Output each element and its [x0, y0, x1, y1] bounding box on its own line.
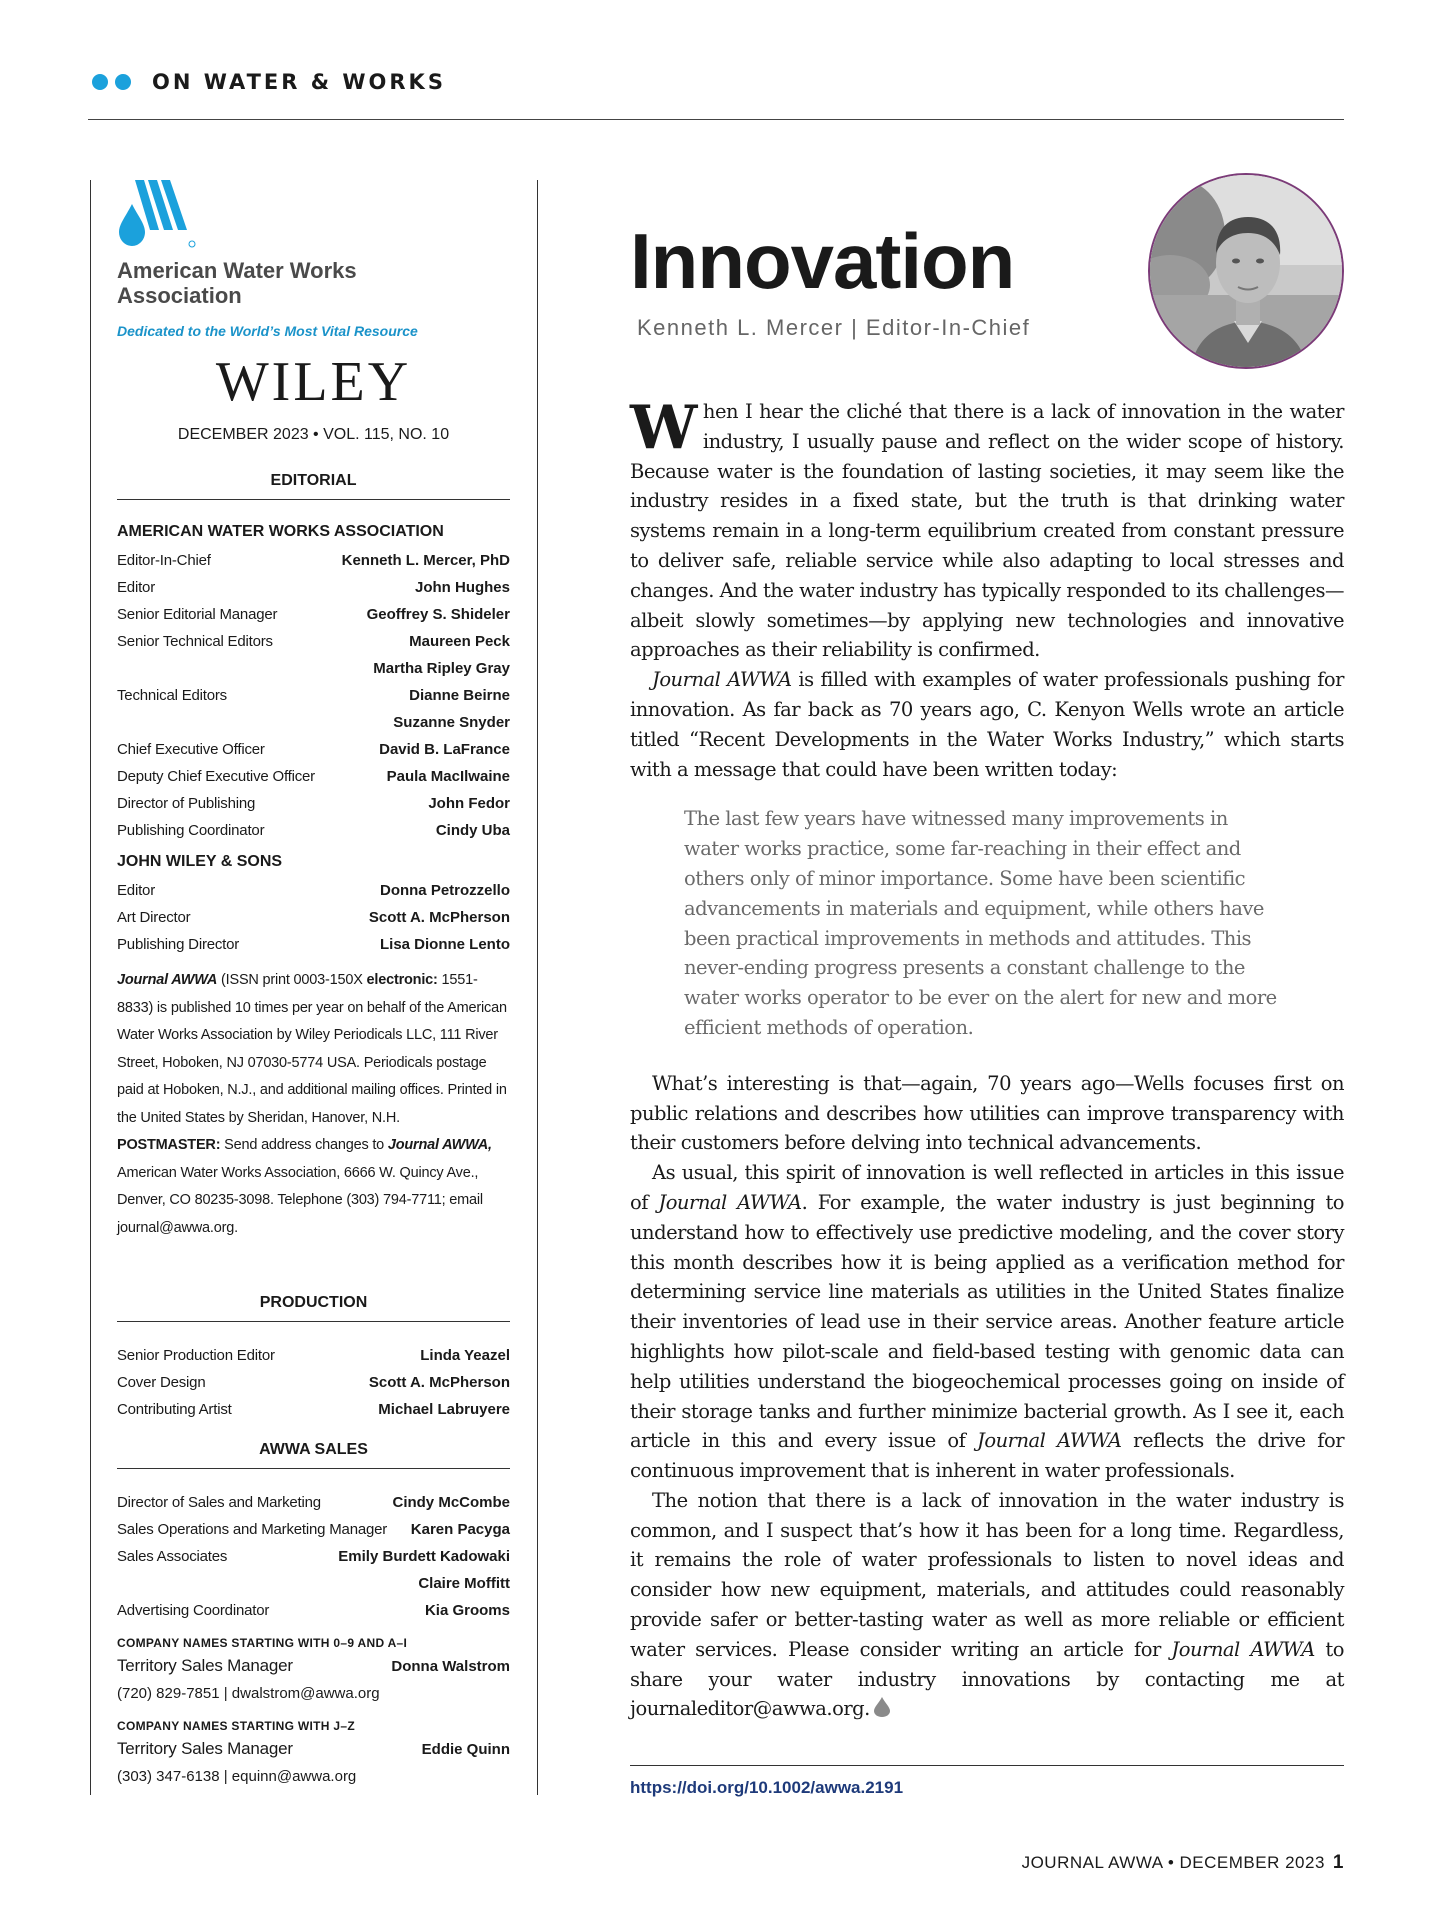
drop-cap: W: [630, 393, 697, 463]
masthead-column: [90, 180, 538, 1795]
staff-row: [117, 931, 510, 958]
staff-role: Editor: [117, 882, 155, 899]
staff-name: Paula MacIlwaine: [386, 768, 510, 785]
staff-role: Senior Technical Editors: [117, 633, 273, 650]
staff-role: Contributing Artist: [117, 1401, 232, 1418]
header-divider: [88, 119, 1344, 120]
staff-name: Cindy McCombe: [392, 1494, 510, 1511]
staff-row: [117, 763, 510, 790]
article-title: Innovation: [630, 217, 1015, 305]
staff-name: Emily Burdett Kadowaki: [338, 1548, 510, 1565]
staff-row: Territory Sales Manager Eddie Quinn: [117, 1739, 510, 1758]
section-title: ON WATER & WORKS: [152, 70, 446, 94]
staff-row: [117, 1597, 510, 1624]
staff-row: [117, 655, 510, 682]
territory-heading: COMPANY NAMES STARTING WITH J–Z: [117, 1719, 355, 1733]
sales-staff-list: [117, 1489, 510, 1624]
staff-role: Deputy Chief Executive Officer: [117, 768, 315, 785]
staff-role: Cover Design: [117, 1374, 206, 1391]
editorial-section: [117, 472, 510, 1242]
staff-row: [117, 1489, 510, 1516]
paragraph: The notion that there is a lack of innovation in the water industry is common, and I suspect that’s how it has been for a long time. Regardless, it remains the role of water professionals to listen to novel ideas and consider how new equipment, materials, and attitudes could reasonably provide safer or better-tasting water as well as more reliable or efficient water services. Please consider writing an article for Journal AWWA to share your water industry innovations by contacting me at journaleditor@awwa.org.: [630, 1488, 1344, 1721]
staff-row: [117, 1396, 510, 1423]
staff-role: Sales Operations and Marketing Manager: [117, 1521, 388, 1538]
wiley-heading: JOHN WILEY & SONS: [117, 853, 283, 870]
staff-row: [117, 790, 510, 817]
org-name: American Water Works Association: [117, 258, 357, 308]
org-tagline: Dedicated to the World’s Most Vital Resource: [117, 323, 418, 339]
staff-row: [117, 601, 510, 628]
wiley-staff-list: [117, 877, 510, 958]
staff-row: [117, 1570, 510, 1597]
issue-info: DECEMBER 2023 • VOL. 115, NO. 10: [177, 426, 450, 443]
staff-role: Advertising Coordinator: [117, 1602, 270, 1619]
staff-name: Scott A. McPherson: [368, 1374, 510, 1391]
staff-row: [117, 574, 510, 601]
portrait-image: [1150, 175, 1344, 369]
production-staff-list: [117, 1342, 510, 1423]
editorial-heading: EDITORIAL: [117, 472, 510, 500]
staff-role: Publishing Coordinator: [117, 822, 265, 839]
staff-name: Donna Petrozzello: [379, 882, 510, 899]
author-portrait: [1148, 173, 1344, 369]
paragraph: When I hear the cliché that there is a lack of innovation in the water industry, I usually pause and reflect on the wider scope of history. Because water is the foundation of lasting societies, it may seem like the industry resides in a fixed state, but the truth is that drinking water systems remain in a long-term equilibrium created from constant pressure to deliver safe, reliable service while also adapting to local stresses and changes. And the water industry has typically responded to its challenges—albeit slowly sometimes—by applying new technologies and innovative approaches as their reliability is confirmed.: [630, 393, 1344, 662]
staff-row: [117, 682, 510, 709]
staff-row: [117, 1342, 510, 1369]
awwa-logo-icon: [117, 180, 207, 252]
staff-role: Director of Sales and Marketing: [117, 1494, 321, 1511]
article-byline: Kenneth L. Mercer | Editor-In-Chief: [637, 315, 1031, 340]
staff-row: [117, 547, 510, 574]
section-header: [92, 70, 446, 94]
staff-row: [117, 904, 510, 931]
block-quote: The last few years have witnessed many improvements in water works practice, some far-reaching in their effect and others only of minor importance. Some have been scientific advancements in materials and equipment, while others have been practical improvements in methods and attitudes. This never-ending progress presents a constant challenge to the water works operator to be ever on the alert for new and more efficient methods of operation.: [684, 807, 1277, 1039]
staff-name: Suzanne Snyder: [393, 714, 510, 731]
doi-divider: [630, 1765, 1344, 1766]
staff-name: Linda Yeazel: [420, 1347, 510, 1364]
staff-role: Senior Editorial Manager: [117, 606, 278, 623]
staff-row: [117, 1516, 510, 1543]
awwa-heading: AMERICAN WATER WORKS ASSOCIATION: [117, 523, 444, 540]
staff-role: Chief Executive Officer: [117, 741, 265, 758]
staff-name: Michael Labruyere: [378, 1401, 510, 1418]
staff-row: [117, 1543, 510, 1570]
paragraph: What’s interesting is that—again, 70 years ago—Wells focuses first on public relations and describes how utilities can improve transparency with their customers before delving into technical advancements.: [630, 1071, 1344, 1155]
staff-row: [117, 817, 510, 844]
staff-row: [117, 709, 510, 736]
staff-role: Publishing Director: [117, 936, 240, 953]
staff-role: Editor: [117, 579, 155, 596]
staff-role: Technical Editors: [117, 687, 227, 704]
staff-name: Maureen Peck: [409, 633, 510, 650]
sales-section: [117, 1441, 510, 1790]
article-body: [630, 393, 1345, 1724]
paragraph: Journal AWWA is filled with examples of water professionals pushing for innovation. As far back as 70 years ago, C. Kenyon Wells wrote an article titled “Recent Developments in the Water Works Industry,” which starts with a message that could have been written today:: [630, 668, 1344, 781]
footer-journal: JOURNAL AWWA • DECEMBER 2023: [1021, 1853, 1325, 1872]
staff-name: David B. LaFrance: [379, 741, 510, 758]
staff-name: Dianne Beirne: [409, 687, 510, 704]
staff-row: [117, 877, 510, 904]
sales-heading: AWWA SALES: [117, 1441, 510, 1469]
staff-role: Editor-In-Chief: [117, 552, 211, 569]
staff-role: Sales Associates: [117, 1548, 228, 1565]
page-footer: [1022, 1852, 1344, 1874]
bullet-dot-icon: [115, 74, 131, 90]
territory-heading: COMPANY NAMES STARTING WITH 0–9 AND A–I: [117, 1636, 408, 1650]
staff-name: Martha Ripley Gray: [373, 660, 510, 677]
production-heading: PRODUCTION: [117, 1294, 510, 1322]
bullet-dot-icon: [92, 74, 108, 90]
paragraph: As usual, this spirit of innovation is well reflected in articles in this issue of Journal AWWA. For example, the water industry is just beginning to understand how to effectively use predictive modeling, and the cover story this month describes how it is being applied as a verification method for determining service line materials as utilities in the United States finalize their inventories of lead use in their service areas. Another feature article highlights how pilot-scale and field-based testing with genomic data can help utilities understand the biogeochemical processes going on inside of their storage tanks and further minimize bacterial growth. As I see it, each article in this and every issue of Journal AWWA reflects the drive for continuous improvement that is inherent in water professionals.: [630, 1161, 1345, 1483]
staff-row: [117, 1369, 510, 1396]
water-drop-icon: [874, 1697, 890, 1717]
staff-role: Senior Production Editor: [117, 1347, 275, 1364]
wiley-logo: WILEY: [215, 351, 412, 413]
doi-link[interactable]: https://doi.org/10.1002/awwa.2191: [630, 1778, 904, 1797]
territory-contact: (303) 347-6138 | equinn@awwa.org: [117, 1768, 357, 1785]
staff-name: Lisa Dionne Lento: [379, 936, 510, 953]
production-section: [117, 1294, 510, 1423]
staff-row: [117, 628, 510, 655]
staff-name: Geoffrey S. Shideler: [366, 606, 510, 623]
staff-row: Territory Sales Manager Donna Walstrom: [117, 1656, 510, 1675]
staff-name: Scott A. McPherson: [368, 909, 510, 926]
staff-name: Kenneth L. Mercer, PhD: [341, 552, 510, 569]
territory-contact: (720) 829-7851 | dwalstrom@awwa.org: [117, 1685, 380, 1702]
staff-name: Cindy Uba: [435, 822, 510, 839]
staff-name: Karen Pacyga: [410, 1521, 510, 1538]
staff-row: [117, 736, 510, 763]
staff-role: Director of Publishing: [117, 795, 256, 812]
staff-name: John Fedor: [428, 795, 510, 812]
staff-name: Kia Grooms: [424, 1602, 510, 1619]
staff-name: John Hughes: [414, 579, 510, 596]
staff-role: Art Director: [117, 909, 191, 926]
staff-name: Claire Moffitt: [418, 1575, 510, 1592]
awwa-staff-list: [117, 547, 510, 844]
publication-info: Journal AWWA (ISSN print 0003-150X electronic: 1551-8833) is published 10 times per year on behalf of the American Water Works Association by Wiley Periodicals LLC, 111 River Street, Hoboken, NJ 07030-5774 USA. Periodicals postage paid at Hoboken, N.J., and additional mailing offices. Printed in the United States by Sheridan, Hanover, N.H. POSTMASTER: Send address changes to Journal AWWA, American Water Works Association, 6666 W. Quincy Ave., Denver, CO 80235-3098. Telephone (303) 794-7711; email journal@awwa.org.: [117, 972, 507, 1236]
page-number: 1: [1332, 1852, 1344, 1873]
